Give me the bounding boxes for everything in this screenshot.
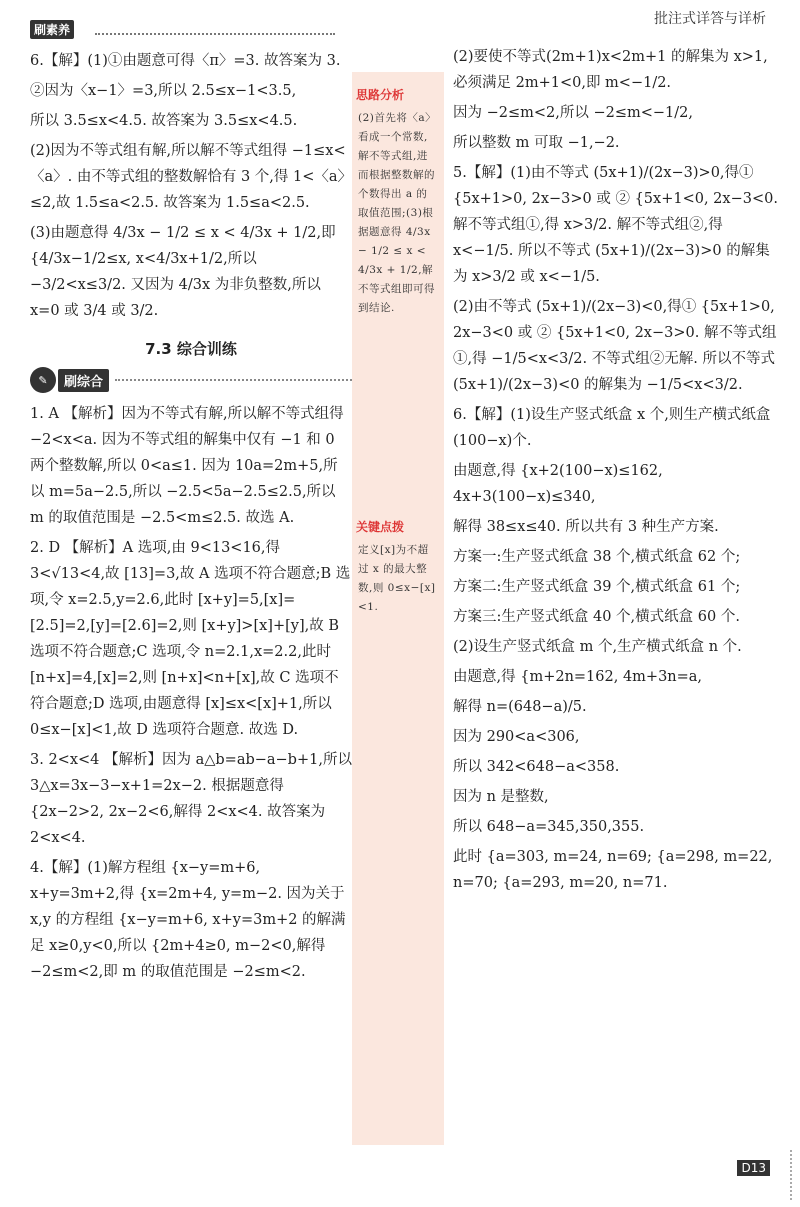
q6-part1-line3: 所以 3.5≤x<4.5. 故答案为 3.5≤x<4.5. [30,113,298,129]
header-title: 批注式详答与详析 [654,11,766,27]
note-thinking: (2)首先将〈a〉看成一个常数,解不等式组,进而根据整数解的个数得出 a 的取值范围;(3)根据题意得 4/3x − 1/2 ≤ x < 4/3x + 1/2,解不等式组即可得到结论. [358,112,437,314]
q4-part2: (2)要使不等式(2m+1)x<2m+1 的解集为 x>1,必须满足 2m+1<0,即 m<−1/2. [453,49,768,91]
section-title: 7.3 综合训练 [145,340,237,358]
q5-part2: (2)由不等式 (5x+1)/(2x−3)<0,得① {5x+1>0, 2x−3<0 或 ② {5x+1<0, 2x−3>0. 解不等式组①,得 −1/5<x<3/2. 不等式组②无解. 所以不等式 (5x+1)/(2x−3)<0 的解集为 −1/5<x<3/2. [453,299,777,393]
tag-key-point: 关键点拨 [356,520,405,534]
literacy-badge: 刷素养 [30,20,74,39]
q6b-system2: 由题意,得 {m+2n=162, 4m+3n=a, [453,669,703,685]
q6-part1-line2: ②因为〈x−1〉=3,所以 2.5≤x−1<3.5, [30,83,297,99]
comprehensive-badge-row [30,367,352,393]
plan-2: 方案二:生产竖式纸盒 39 个,横式纸盒 61 个; [453,579,741,595]
q6b-system: 由题意,得 {x+2(100−x)≤162, 4x+3(100−x)≤340, [453,463,663,505]
annotation-sidebar [352,72,444,1145]
q4-answer: 4.【解】(1)解方程组 {x−y=m+6, x+y=3m+2,得 {x=2m+4, y=m−2. 因为关于 x,y 的方程组 {x−y=m+6, x+y=3m+2 的解满足 x≥0,y<0,所以 {2m+4≥0, m−2<0,解得 −2≤m<2,即 m 的取值范围是 −2≤m<2. [30,860,346,980]
comprehensive-badge: 刷综合 [58,369,109,392]
plan-3: 方案三:生产竖式纸盒 40 个,横式纸盒 60 个. [453,609,740,625]
q6b-n-formula: 解得 n=(648−a)/5. [453,699,587,715]
footer-divider [790,1150,792,1200]
plan-1: 方案一:生产竖式纸盒 38 个,横式纸盒 62 个; [453,549,741,565]
right-column [453,44,778,900]
q6b-part2: (2)设生产竖式纸盒 m 个,生产横式纸盒 n 个. [453,639,742,655]
tag-thinking: 思路分析 [356,88,405,102]
q6b-integer: 因为 n 是整数, [453,789,549,805]
page-number: D13 [737,1160,770,1176]
q1-answer: 1. A 【解析】因为不等式有解,所以解不等式组得 −2<x<a. 因为不等式组的解集中仅有 −1 和 0 两个整数解,所以 0<a≤1. 因为 10a=2m+5,所以 m=5a−2.5,所以 −2.5<5a−2.5≤2.5,所以 m 的取值范围是 −2.5<m≤2.5. 故选 A. [30,406,344,526]
header-rule [95,33,335,35]
note-key-point: 定义[x]为不超过 x 的最大整数,则 0≤x−[x]<1. [358,544,436,613]
q4-part2-line3: 所以整数 m 可取 −1,−2. [453,135,620,151]
q6-part2: (2)因为不等式组有解,所以解不等式组得 −1≤x<〈a〉. 由不等式组的整数解恰有 3 个,得 1<〈a〉≤2,故 1.5≤a<2.5. 故答案为 1.5≤a<2.5. [30,143,346,211]
q6-part1: 6.【解】(1)①由题意可得〈π〉=3. 故答案为 3. [30,53,341,69]
q6b-values: 所以 648−a=345,350,355. [453,819,645,835]
q6b-part1: 6.【解】(1)设生产竖式纸盒 x 个,则生产横式纸盒(100−x)个. [453,407,771,449]
left-column [30,48,352,989]
q6b-cases: 此时 {a=303, m=24, n=69; {a=298, m=22, n=70; {a=293, m=20, n=71. [453,849,773,891]
q6b-a-range: 因为 290<a<306, [453,729,580,745]
q6b-range2: 所以 342<648−a<358. [453,759,620,775]
q6-part3: (3)由题意得 4/3x − 1/2 ≤ x < 4/3x + 1/2,即 {4/3x−1/2≤x, x<4/3x+1/2,所以 −3/2<x≤3/2. 又因为 4/3x 为非负整数,所以 x=0 或 3/4 或 3/2. [30,225,336,319]
brush-icon: ✎ [30,367,56,393]
badge-divider [115,379,352,381]
q6b-solution: 解得 38≤x≤40. 所以共有 3 种生产方案. [453,519,719,535]
q5-part1: 5.【解】(1)由不等式 (5x+1)/(2x−3)>0,得① {5x+1>0, 2x−3>0 或 ② {5x+1<0, 2x−3<0. 解不等式组①,得 x>3/2. 解不等式组②,得 x<−1/5. 所以不等式 (5x+1)/(2x−3)>0 的解集为 x>3/2 或 x<−1/5. [453,165,778,285]
q4-part2-line2: 因为 −2≤m<2,所以 −2≤m<−1/2, [453,105,693,121]
q3-answer: 3. 2<x<4 【解析】因为 a△b=ab−a−b+1,所以 3△x=3x−3−x+1=2x−2. 根据题意得 {2x−2>2, 2x−2<6,解得 2<x<4. 故答案为 2<x<4. [30,752,352,846]
q2-answer: 2. D 【解析】A 选项,由 9<13<16,得 3<√13<4,故 [13]=3,故 A 选项不符合题意;B 选项,令 x=2.5,y=2.6,此时 [x+y]=5,[x]=[2.5]=2,[y]=[2.6]=2,则 [x+y]>[x]+[y],故 B 选项不符合题意;C 选项,令 n=2.1,x=2.2,此时 [n+x]=4,[x]=2,则 [n+x]<n+[x],故 C 选项不符合题意;D 选项,由题意得 [x]≤x<[x]+1,所以 0≤x−[x]<1,故 D 选项符合题意. 故选 D. [30,540,351,738]
